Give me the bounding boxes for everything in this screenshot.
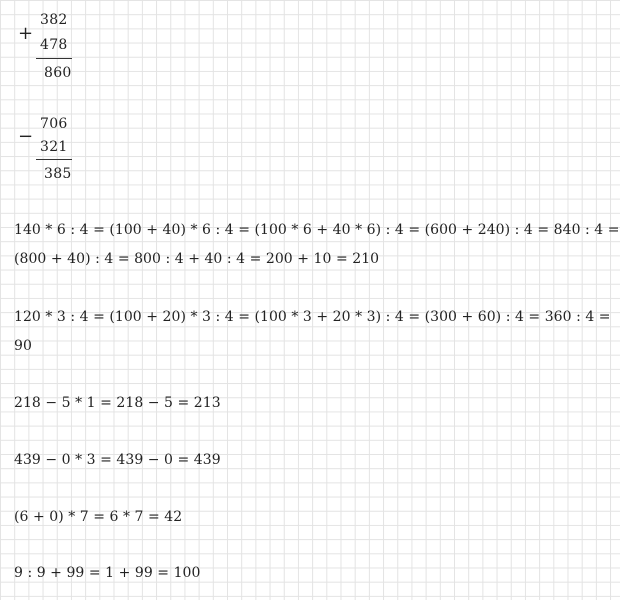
expression-2-line-1: 120 * 3 : 4 = (100 + 20) * 3 : 4 = (100 * 3 + 20 * 3) : 4 = (300 + 60) : 4 = 360 : 4 =: [14, 309, 611, 325]
difference-line: [36, 159, 72, 160]
expression-1-line-2: (800 + 40) : 4 = 800 : 4 + 40 : 4 = 200 + 10 = 210: [14, 251, 380, 267]
expression-2-line-2: 90: [14, 338, 32, 354]
sum-result: 860: [44, 65, 72, 81]
column-subtraction: [18, 116, 98, 196]
addend-bottom: 478: [40, 37, 68, 53]
expression-1-line-1: 140 * 6 : 4 = (100 + 40) * 6 : 4 = (100 * 6 + 40 * 6) : 4 = (600 + 240) : 4 = 840 : 4 =: [14, 222, 620, 238]
expression-4: 439 − 0 * 3 = 439 − 0 = 439: [14, 452, 221, 468]
minus-sign: −: [18, 126, 34, 147]
addend-top: 382: [40, 12, 68, 28]
column-addition: [18, 12, 98, 92]
sum-line: [36, 58, 72, 59]
expression-3: 218 − 5 * 1 = 218 − 5 = 213: [14, 395, 221, 411]
minuend: 706: [40, 116, 68, 132]
expression-5: (6 + 0) * 7 = 6 * 7 = 42: [14, 509, 183, 525]
plus-sign: +: [18, 23, 34, 44]
subtrahend: 321: [40, 139, 68, 155]
difference-result: 385: [44, 166, 72, 182]
expression-6: 9 : 9 + 99 = 1 + 99 = 100: [14, 565, 201, 581]
